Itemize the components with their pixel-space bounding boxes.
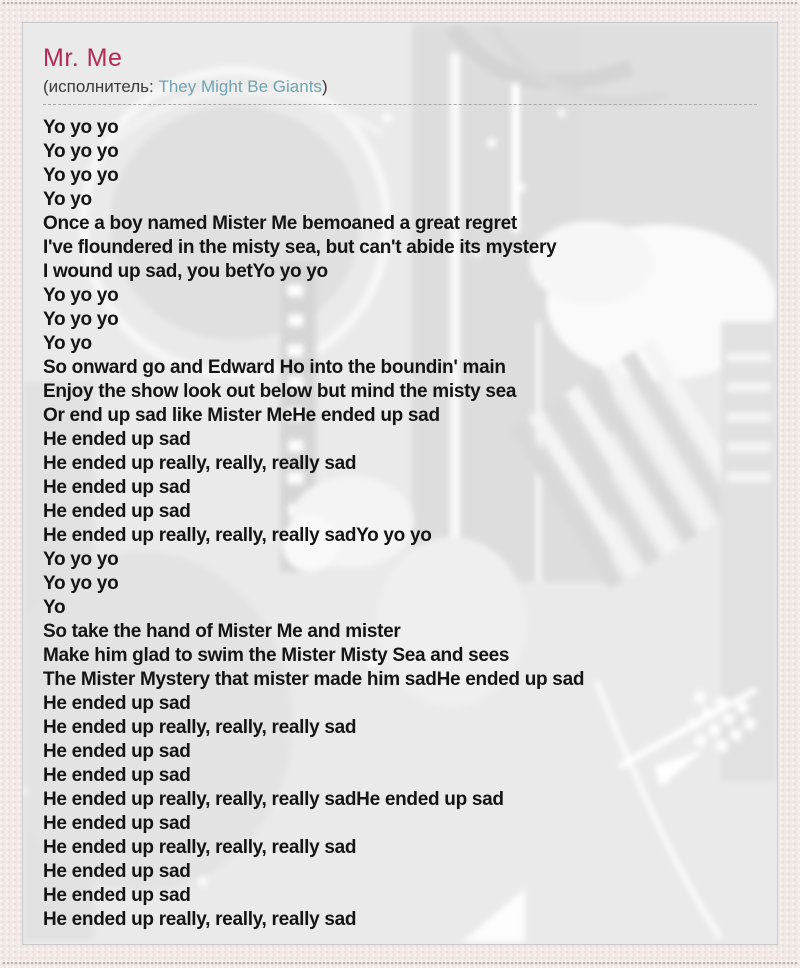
lyric-line: Or end up sad like Mister MeHe ended up sad [43, 405, 440, 426]
lyric-line: The Mister Mystery that mister made him sadHe ended up sad [43, 669, 585, 690]
lyric-line: Yo [43, 597, 66, 618]
lyric-line: Yo yo yo [43, 117, 119, 138]
lyric-line: Yo yo [43, 333, 92, 354]
artist-label-suffix: ) [321, 77, 328, 96]
lyric-line: Yo yo yo [43, 309, 119, 330]
lyric-line: He ended up sad [43, 741, 191, 762]
artist-label-prefix: (исполнитель: [43, 77, 159, 96]
lyric-line: Yo yo yo [43, 549, 119, 570]
page-title: Mr. Me [43, 44, 123, 72]
lyric-line: Enjoy the show look out below but mind the misty sea [43, 381, 517, 402]
lyric-line: Yo yo yo [43, 573, 119, 594]
lyrics-text [43, 116, 757, 932]
lyric-line: So onward go and Edward Ho into the boundin' main [43, 357, 506, 378]
lyric-line: Make him glad to swim the Mister Misty Sea and sees [43, 645, 510, 666]
lyric-line: He ended up really, really, really sadYo yo yo [43, 525, 432, 546]
lyric-line: He ended up really, really, really sad [43, 909, 357, 930]
lyric-line: He ended up really, really, really sadHe ended up sad [43, 789, 504, 810]
lyric-line: I wound up sad, you betYo yo yo [43, 261, 328, 282]
lyric-line: He ended up sad [43, 885, 191, 906]
lyric-line: He ended up sad [43, 501, 191, 522]
lyric-line: So take the hand of Mister Me and mister [43, 621, 401, 642]
card-content [23, 44, 777, 932]
lyric-line: He ended up really, really, really sad [43, 453, 357, 474]
lyric-line: Yo yo yo [43, 165, 119, 186]
lyric-line: He ended up really, really, really sad [43, 837, 357, 858]
artist-link[interactable]: They Might Be Giants [158, 77, 322, 96]
lyric-line: Yo yo yo [43, 285, 119, 306]
lyric-line: He ended up sad [43, 813, 191, 834]
artist-line [43, 77, 757, 105]
lyric-line: He ended up sad [43, 429, 191, 450]
lyric-line: He ended up sad [43, 693, 191, 714]
lyric-line: Once a boy named Mister Me bemoaned a great regret [43, 213, 517, 234]
lyric-line: He ended up sad [43, 861, 191, 882]
top-dotted-border [3, 2, 797, 4]
lyric-line: He ended up sad [43, 477, 191, 498]
content-card [22, 22, 778, 945]
lyric-line: Yo yo yo [43, 141, 119, 162]
lyric-line: He ended up sad [43, 765, 191, 786]
lyric-line: I've floundered in the misty sea, but can't abide its mystery [43, 237, 557, 258]
bottom-dotted-border [3, 962, 797, 964]
lyric-line: He ended up really, really, really sad [43, 717, 357, 738]
lyric-line: Yo yo [43, 189, 92, 210]
